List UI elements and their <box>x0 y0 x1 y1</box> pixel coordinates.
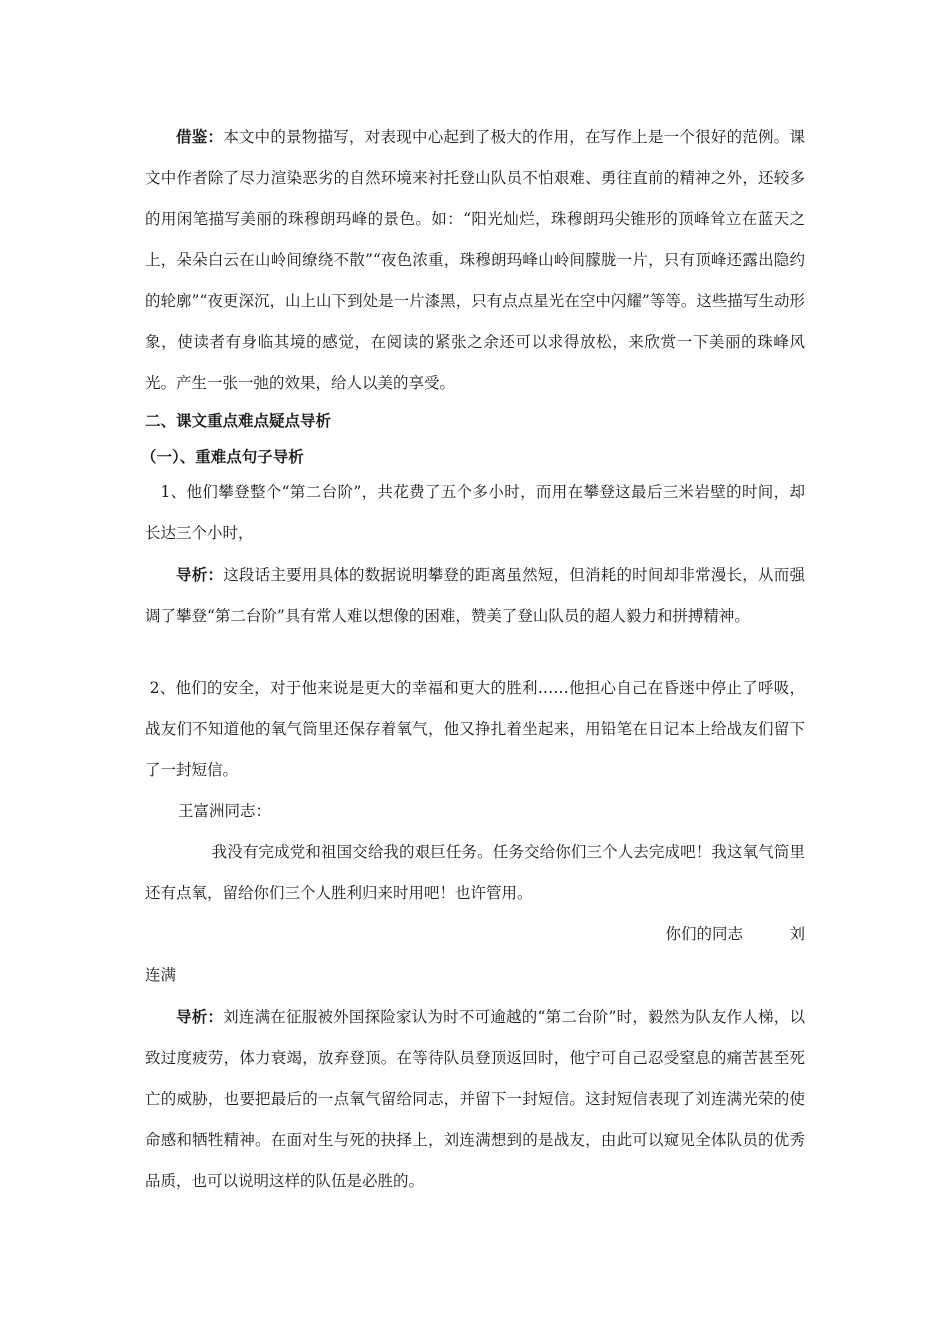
heading-key-points: 二、课文重点难点疑点导析 <box>145 411 332 430</box>
item-1-label: 导析： <box>176 565 224 584</box>
item-1 <box>145 472 805 637</box>
borrow-section <box>145 116 805 404</box>
letter-salutation: 王富洲同志： <box>178 802 272 820</box>
borrow-label: 借鉴： <box>176 127 224 146</box>
letter-body: 我没有完成党和祖国交给我的艰巨任务。任务交给你们三个人去完成吧！我这氧气筒里还有点氧，留给你们三个人胜利归来时用吧！也许管用。 <box>145 843 805 902</box>
item-2-analysis <box>145 996 805 1202</box>
borrow-text: 本文中的景物描写，对表现中心起到了极大的作用，在写作上是一个很好的范例。课文中作者除了尽力渲染恶劣的自然环境来衬托登山队员不怕艰难、勇往直前的精神之外，还较多的用闲笔描写美丽的珠穆朗玛峰的景色。如：“阳光灿烂，珠穆朗玛尖锥形的顶峰耸立在蓝天之上，朵朵白云在山岭间缭绕不散”“夜色浓重，珠穆朗玛峰山岭间朦胧一片，只有顶峰还露出隐约的轮廓”“夜更深沉，山上山下到处是一片漆黑，只有点点星光在空中闪耀”等等。这些描写生动形象，使读者有身临其境的感觉，在阅读的紧张之余还可以求得放松，来欣赏一下美丽的珠峰风光。产生一张一弛的效果，给人以美的享受。 <box>145 128 805 392</box>
item-2-label: 导析： <box>176 1007 224 1026</box>
heading-sentence-analysis: （一）、重难点句子导析 <box>141 447 304 466</box>
item-2-sentence: 2、他们的安全，对于他来说是更大的幸福和更大的胜利……他担心自己在昏迷中停止了呼吸，战友们不知道他的氧气筒里还保存着氧气，他又挣扎着坐起来，用铅笔在日记本上给战友们留下了一封短信。 <box>145 679 805 779</box>
item-2-analysis-text: 刘连满在征服被外国探险家认为时不可逾越的“第二台阶”时，毅然为队友作人梯，以致过度疲劳，体力衰竭，放弃登顶。在等待队员登顶返回时，他宁可自己忍受窒息的痛苦甚至死亡的威胁，也要把最后的一点氧气留给同志，并留下一封短信。这封短信表现了刘连满光荣的使命感和牺牲精神。在面对生与死的抉择上，刘连满想到的是战友，由此可以窥见全体队员的优秀品质，也可以说明这样的队伍是必胜的。 <box>145 1008 805 1190</box>
item-1-analysis-text: 这段话主要用具体的数据说明攀登的距离虽然短，但消耗的时间却非常漫长，从而强调了攀登“第二台阶”具有常人难以想像的困难，赞美了登山队员的超人毅力和拼搏精神。 <box>145 566 805 625</box>
letter-signature: 连满 <box>145 966 177 984</box>
letter-closing: 你们的同志 刘 <box>665 925 805 943</box>
item-1-sentence: 1、他们攀登整个“第二台阶”，共花费了五个多小时，而用在攀登这最后三米岩壁的时间，却长达三个小时， <box>145 483 805 542</box>
section-heading-2 <box>141 403 805 475</box>
item-2 <box>145 668 805 1202</box>
item-1-analysis <box>145 554 805 637</box>
borrow-paragraph <box>145 116 805 404</box>
